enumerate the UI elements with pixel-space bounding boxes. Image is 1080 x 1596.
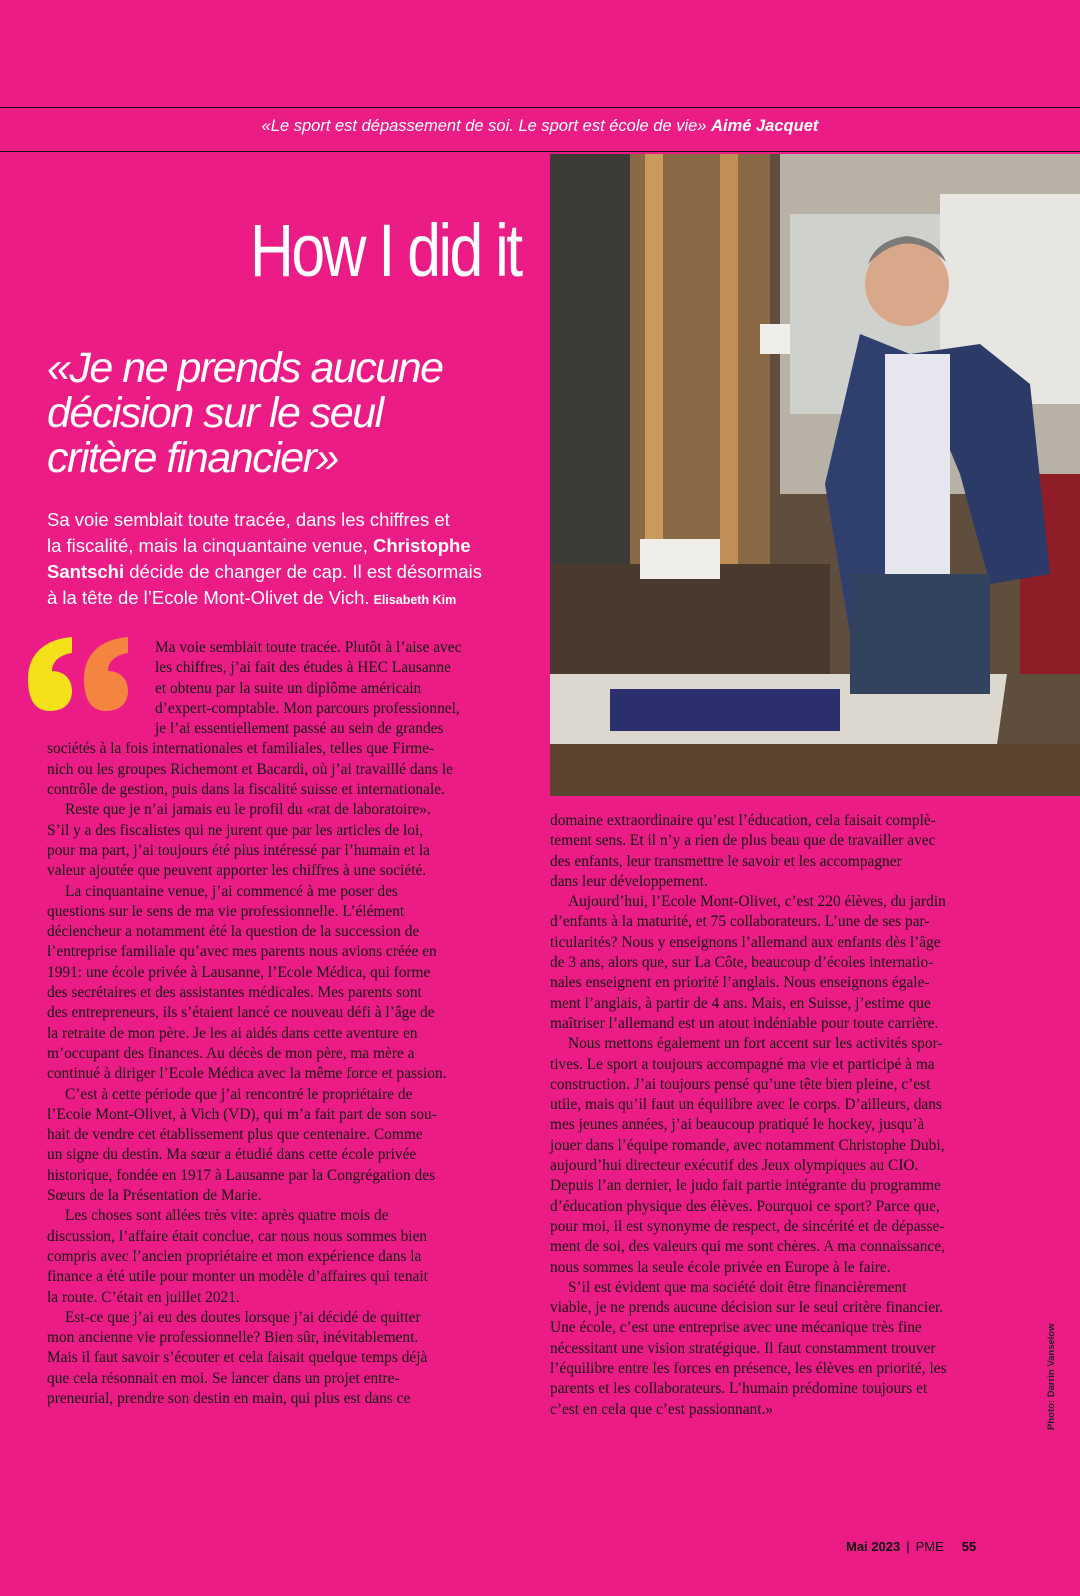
body-line: nécessitant une vision stratégique. Il faut constamment trouver (550, 1339, 936, 1357)
body-line: la retraite de mon père. Je les ai aidés dans cette aventure en (47, 1024, 418, 1042)
body-line: c’est en cela que c’est passionnant.» (550, 1400, 774, 1418)
person-surname: Santschi (47, 561, 125, 582)
body-line: construction. J’ai toujours pensé qu’une tête bien pleine, c’est (550, 1075, 931, 1093)
body-line: C’est à cette période que j’ai rencontré le propriétaire de (65, 1085, 413, 1103)
body-line: Une école, c’est une entreprise avec une mécanique très fine (550, 1319, 922, 1337)
body-line: Aujourd’hui, l’Ecole Mont-Olivet, c’est 220 élèves, du jardin (568, 893, 946, 911)
body-line: questions sur le sens de ma vie professionnelle. L’élément (47, 902, 405, 920)
body-line: Reste que je n’ai jamais eu le profil du «rat de laboratoire». (65, 801, 431, 819)
body-line: Ma voie semblait toute tracée. Plutôt à l’aise avec (155, 639, 462, 656)
body-line: jouer dans l’équipe romande, avec notamment Christophe Dubi, (550, 1136, 945, 1154)
body-line: viable, je ne prends aucune décision sur le seul critère financier. (550, 1299, 944, 1317)
body-line: je l’ai essentiellement passé au sein de grandes (155, 720, 444, 738)
body-line: pour moi, il est synonyme de respect, de sincérité et de dépasse- (550, 1217, 945, 1235)
footer-separator: | (906, 1539, 910, 1554)
magazine-name: PME (915, 1539, 944, 1554)
body-line: compris avec l’ancien propriétaire et mon expérience dans la (47, 1247, 422, 1265)
body-line: ment de soi, des valeurs qui me sont chères. A ma connaissance, (550, 1238, 945, 1256)
body-line: l’entreprise familiale qu’avec mes parents nous avions créée en (47, 943, 437, 961)
body-line: nous sommes la seule école privée en Europe à le faire. (550, 1258, 891, 1276)
body-line: des enfants, leur transmettre le savoir et les accompagner (550, 852, 902, 870)
body-line: parents et les collaborateurs. L’humain prédomine toujours et (550, 1380, 928, 1398)
body-line: la route. C’était en juillet 2021. (47, 1288, 240, 1306)
body-line: l’Ecole Mont-Olivet, à Vich (VD), qui m’a fait part de son sou- (47, 1105, 437, 1123)
body-line: S’il y a des fiscalistes qui ne jurent que par les articles de loi, (47, 821, 424, 839)
quote-author: Aimé Jacquet (711, 117, 819, 135)
section-title: How I did it (250, 209, 521, 292)
body-line: de 3 ans, alors que, sur La Côte, beaucoup d’écoles internatio- (550, 954, 934, 972)
body-line: d’enfants à la maturité, et 75 collaborateurs. L’une de ses par- (550, 913, 930, 931)
body-line: hait de vendre cet établissement plus que centenaire. Comme (47, 1126, 423, 1144)
body-line: 1991: une école privée à Lausanne, l’Ecole Médica, qui forme (47, 963, 431, 981)
body-line: tement sens. Et il n’y a rien de plus beau que de travailler avec (550, 832, 936, 850)
standfirst-line: Sa voie semblait toute tracée, dans les chiffres et (47, 509, 450, 530)
body-line: S’il est évident que ma société doit être financièrement (568, 1278, 907, 1296)
portrait-photo (550, 154, 1080, 796)
person-name: Christophe (373, 535, 471, 556)
body-line: déclencheur a notamment été la question de la succession de (47, 923, 420, 941)
header-bottom-rule (0, 151, 1080, 152)
body-line: tives. Le sport a toujours accompagné ma vie et participé à ma (550, 1055, 935, 1073)
body-line: Les choses sont allées très vite: après quatre mois de (65, 1207, 389, 1225)
body-line: continué à diriger l’Ecole Médica avec la même force et passion. (47, 1065, 447, 1083)
photo-credit: Photo: Darrin Vanselow (1046, 1323, 1057, 1430)
body-line: Mais il faut savoir s’écouter et cela faisait quelque temps déjà (47, 1349, 428, 1367)
standfirst-line (47, 559, 517, 585)
issue-date: Mai 2023 (846, 1539, 901, 1554)
body-line: ment l’anglais, à partir de 4 ans. Mais, en Suisse, j’estime que (550, 994, 931, 1012)
page-number: 55 (961, 1539, 977, 1554)
body-line: sociétés à la fois internationales et familiales, telles que Firme- (47, 740, 435, 758)
body-line: Est-ce que j’ai eu des doutes lorsque j’ai décidé de quitter (65, 1308, 421, 1326)
standfirst-text: à la tête de l’Ecole Mont-Olivet de Vich. (47, 587, 370, 608)
body-line: Sœurs de la Présentation de Marie. (47, 1187, 262, 1205)
body-line: les chiffres, j’ai fait des études à HEC Lausanne (155, 659, 451, 677)
body-line: Nous mettons également un fort accent sur les activités spor- (568, 1035, 943, 1053)
body-line: domaine extraordinaire qu’est l’éducation, cela faisait complè- (550, 812, 936, 829)
header-quote (0, 117, 1080, 136)
body-line: valeur ajoutée que peuvent apporter les chiffres à une société. (47, 862, 427, 880)
body-line: contrôle de gestion, puis dans la fiscalité suisse et internationale. (47, 781, 445, 799)
body-line: d’éducation physique des élèves. Pourquoi ce sport? Parce que, (550, 1197, 940, 1215)
header-top-rule (0, 107, 1080, 108)
body-line: l’équilibre entre les forces en présence, les élèves en priorité, les (550, 1360, 947, 1378)
headline-line: critère financier» (47, 434, 338, 482)
headline-line: «Je ne prends aucune (47, 344, 443, 392)
body-line: mon ancienne vie professionnelle? Bien sûr, inévitablement. (47, 1329, 419, 1347)
body-line: nales enseignent en priorité l’anglais. Nous enseignons égale- (550, 974, 930, 992)
body-line: discussion, l’affaire était conclue, car nous nous sommes bien (47, 1227, 428, 1245)
body-line: ticularités? Nous y enseignons l’allemand aux enfants dès l’âge (550, 933, 941, 951)
photo-illustration (550, 154, 1080, 796)
standfirst (47, 507, 517, 613)
body-line: dans leur développement. (550, 872, 708, 890)
body-line: mes jeunes années, j’ai beaucoup pratiqué le hockey, jusqu’à (550, 1116, 925, 1134)
author-byline: Elisabeth Kim (373, 593, 457, 607)
body-line: des entrepreneurs, ils s’étaient lancé ce nouveau défi à l’âge de (47, 1004, 435, 1022)
body-line: maîtriser l’allemand est un atout indéniable pour toute carrière. (550, 1014, 939, 1032)
body-line: Depuis l’an dernier, le judo fait partie intégrante du programme (550, 1177, 941, 1195)
body-line: historique, fondée en 1917 à Lausanne par la Congrégation des (47, 1166, 436, 1184)
body-line: m’occupant des finances. Au décès de mon père, ma mère a (47, 1044, 415, 1062)
body-line: un signe du destin. Ma sœur a étudié dans cette école privée (47, 1146, 417, 1164)
body-line: nich ou les groupes Richemont et Bacardi, où j’ai travaillé dans le (47, 760, 454, 778)
body-line: utile, mais qu’il faut un équilibre avec le corps. D’ailleurs, dans (550, 1096, 942, 1114)
standfirst-text: la fiscalité, mais la cinquantaine venue, (47, 535, 368, 556)
headline-line: décision sur le seul (47, 389, 383, 437)
body-line: des secrétaires et des assistantes médicales. Mes parents sont (47, 984, 422, 1002)
quote-text: «Le sport est dépassement de soi. Le sport est école de vie» (261, 117, 707, 135)
body-line: pour ma part, j’ai toujours été plus intéressé par l’humain et la (47, 841, 430, 859)
standfirst-line (47, 585, 517, 613)
body-line: preneurial, prendre son destin en main, qui plus est dans ce (47, 1389, 411, 1407)
body-line: que cela résonnait en moi. Se lancer dans un projet entre- (47, 1369, 400, 1387)
standfirst-text: décide de changer de cap. Il est désormais (129, 561, 482, 582)
article-body-left (47, 638, 525, 1409)
article-body-right (550, 811, 1028, 1420)
body-line: d’expert-comptable. Mon parcours professionnel, (155, 699, 460, 717)
body-line: finance a été utile pour monter un modèle d’affaires qui tenait (47, 1268, 428, 1286)
page-footer (846, 1539, 976, 1554)
headline (47, 346, 527, 481)
standfirst-line (47, 533, 517, 559)
body-line: et obtenu par la suite un diplôme américain (155, 679, 422, 697)
body-line: aujourd’hui directeur exécutif des Jeux olympiques au CIO. (550, 1157, 919, 1175)
body-line: La cinquantaine venue, j’ai commencé à me poser des (65, 882, 398, 900)
